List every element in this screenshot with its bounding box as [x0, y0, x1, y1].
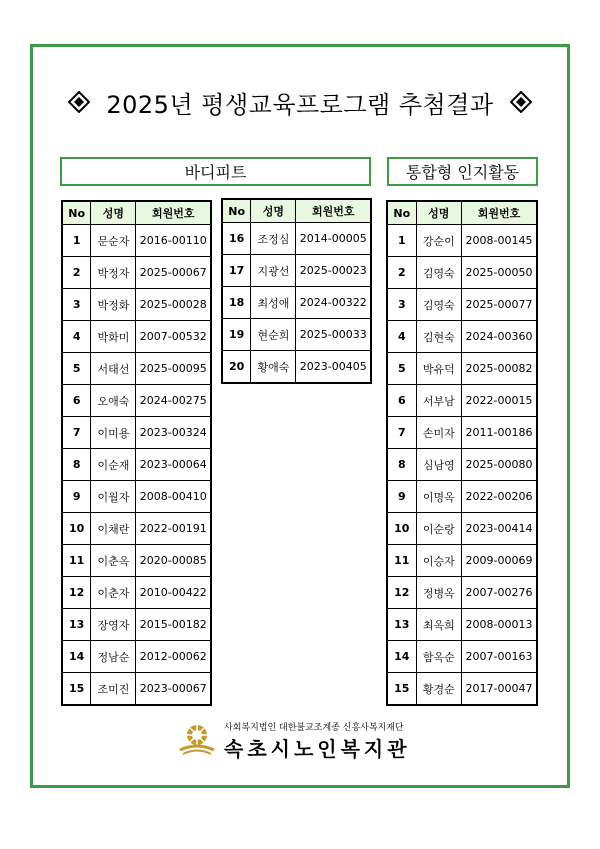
cell-name: 손미자 [416, 417, 461, 449]
cell-no: 2 [387, 257, 416, 289]
cell-no: 7 [62, 417, 91, 449]
roster-table-badifit-16-20 [221, 198, 372, 384]
cell-no: 8 [62, 449, 91, 481]
cell-member-id: 2025-00067 [136, 257, 211, 289]
table-row [222, 351, 371, 384]
cell-name: 김현숙 [416, 321, 461, 353]
table-row [222, 255, 371, 287]
footer-organization: 사회복지법인 대한불교조계종 신흥사복지재단 [224, 723, 404, 733]
cell-member-id: 2025-00050 [461, 257, 537, 289]
table-row [222, 287, 371, 319]
cell-no: 12 [387, 577, 416, 609]
cell-no: 10 [62, 513, 91, 545]
table-row [387, 513, 537, 545]
cell-no: 18 [222, 287, 251, 319]
cell-member-id: 2022-00015 [461, 385, 537, 417]
table-row [387, 673, 537, 706]
table-row [387, 321, 537, 353]
cell-name: 황애숙 [251, 351, 296, 384]
table-row [62, 609, 211, 641]
cell-name: 문순자 [91, 225, 136, 257]
cell-name: 이월자 [91, 481, 136, 513]
cell-no: 1 [387, 225, 416, 257]
cell-no: 6 [62, 385, 91, 417]
cell-no: 15 [387, 673, 416, 706]
cell-name: 이명옥 [416, 481, 461, 513]
column-header-name: 성명 [416, 201, 461, 225]
cell-no: 14 [62, 641, 91, 673]
cell-name: 오애숙 [91, 385, 136, 417]
roster-table-badifit-1-15 [61, 200, 212, 706]
cell-no: 3 [387, 289, 416, 321]
column-header-no: No [222, 199, 251, 223]
cell-name: 지광선 [251, 255, 296, 287]
cell-member-id: 2007-00276 [461, 577, 537, 609]
cell-member-id: 2024-00322 [296, 287, 371, 319]
cell-no: 7 [387, 417, 416, 449]
cell-member-id: 2023-00067 [136, 673, 211, 706]
cell-no: 19 [222, 319, 251, 351]
cell-name: 함옥순 [416, 641, 461, 673]
cell-no: 14 [387, 641, 416, 673]
cell-name: 정남순 [91, 641, 136, 673]
cell-member-id: 2025-00033 [296, 319, 371, 351]
cell-member-id: 2024-00275 [136, 385, 211, 417]
cell-no: 5 [387, 353, 416, 385]
table-row [387, 257, 537, 289]
cell-name: 박정화 [91, 289, 136, 321]
cell-no: 10 [387, 513, 416, 545]
section-label-badifit: 바디피트 [60, 157, 371, 186]
column-header-member-id: 회원번호 [136, 201, 211, 225]
cell-member-id: 2008-00145 [461, 225, 537, 257]
cell-no: 3 [62, 289, 91, 321]
column-header-no: No [62, 201, 91, 225]
page-title-text: 2025년 평생교육프로그램 추첨결과 [106, 90, 494, 119]
column-header-name: 성명 [91, 201, 136, 225]
column-header-no: No [387, 201, 416, 225]
cell-name: 조정심 [251, 223, 296, 255]
lotus-wheel-emblem-icon [178, 720, 216, 758]
table-row [62, 385, 211, 417]
table-row [387, 353, 537, 385]
cell-name: 황경순 [416, 673, 461, 706]
cell-name: 장영자 [91, 609, 136, 641]
cell-name: 김영숙 [416, 257, 461, 289]
cell-name: 박화미 [91, 321, 136, 353]
table-row [387, 449, 537, 481]
cell-no: 9 [62, 481, 91, 513]
table-row [387, 641, 537, 673]
cell-no: 11 [387, 545, 416, 577]
table-row [62, 289, 211, 321]
table-row [387, 385, 537, 417]
cell-member-id: 2025-00080 [461, 449, 537, 481]
cell-member-id: 2022-00206 [461, 481, 537, 513]
cell-name: 김영숙 [416, 289, 461, 321]
cell-name: 심남영 [416, 449, 461, 481]
cell-name: 이춘옥 [91, 545, 136, 577]
cell-name: 조미진 [91, 673, 136, 706]
cell-member-id: 2007-00163 [461, 641, 537, 673]
diamond-bullet-icon [66, 89, 92, 115]
cell-member-id: 2023-00324 [136, 417, 211, 449]
cell-no: 6 [387, 385, 416, 417]
cell-name: 이순재 [91, 449, 136, 481]
cell-member-id: 2008-00410 [136, 481, 211, 513]
cell-member-id: 2025-00095 [136, 353, 211, 385]
cell-member-id: 2025-00077 [461, 289, 537, 321]
cell-name: 박유덕 [416, 353, 461, 385]
cell-name: 이춘자 [91, 577, 136, 609]
table-row [387, 225, 537, 257]
table-row [387, 481, 537, 513]
cell-member-id: 2024-00360 [461, 321, 537, 353]
cell-name: 이채란 [91, 513, 136, 545]
cell-no: 15 [62, 673, 91, 706]
table-row [62, 545, 211, 577]
cell-no: 13 [387, 609, 416, 641]
cell-member-id: 2009-00069 [461, 545, 537, 577]
table-row [62, 513, 211, 545]
column-header-member-id: 회원번호 [461, 201, 537, 225]
footer-center-name: 속초시노인복지관 [224, 737, 411, 761]
cell-member-id: 2020-00085 [136, 545, 211, 577]
cell-name: 이미용 [91, 417, 136, 449]
cell-member-id: 2022-00191 [136, 513, 211, 545]
cell-name: 서태선 [91, 353, 136, 385]
section-label-cognitive: 통합형 인지활동 [387, 157, 538, 186]
table-row [62, 257, 211, 289]
table-row [387, 545, 537, 577]
cell-member-id: 2025-00082 [461, 353, 537, 385]
table-header-row [222, 199, 371, 223]
table-row [222, 223, 371, 255]
cell-no: 17 [222, 255, 251, 287]
footer-logo-block [178, 718, 428, 760]
page-title [36, 87, 564, 117]
cell-member-id: 2025-00023 [296, 255, 371, 287]
cell-member-id: 2017-00047 [461, 673, 537, 706]
cell-name: 강순이 [416, 225, 461, 257]
cell-no: 20 [222, 351, 251, 384]
cell-member-id: 2010-00422 [136, 577, 211, 609]
cell-member-id: 2012-00062 [136, 641, 211, 673]
cell-member-id: 2023-00414 [461, 513, 537, 545]
diamond-bullet-icon [508, 89, 534, 115]
cell-member-id: 2023-00064 [136, 449, 211, 481]
cell-no: 2 [62, 257, 91, 289]
column-header-name: 성명 [251, 199, 296, 223]
table-row [62, 673, 211, 706]
cell-no: 5 [62, 353, 91, 385]
table-row [62, 321, 211, 353]
cell-member-id: 2008-00013 [461, 609, 537, 641]
table-header-row [387, 201, 537, 225]
cell-no: 1 [62, 225, 91, 257]
column-header-member-id: 회원번호 [296, 199, 371, 223]
table-row [62, 353, 211, 385]
table-row [387, 417, 537, 449]
cell-name: 최옥희 [416, 609, 461, 641]
cell-no: 9 [387, 481, 416, 513]
cell-member-id: 2025-00028 [136, 289, 211, 321]
cell-no: 12 [62, 577, 91, 609]
cell-member-id: 2016-00110 [136, 225, 211, 257]
roster-table-cognitive [386, 200, 538, 706]
cell-name: 박정자 [91, 257, 136, 289]
cell-member-id: 2023-00405 [296, 351, 371, 384]
cell-no: 4 [387, 321, 416, 353]
table-row [62, 481, 211, 513]
table-header-row [62, 201, 211, 225]
cell-no: 11 [62, 545, 91, 577]
cell-name: 이순랑 [416, 513, 461, 545]
table-row [387, 289, 537, 321]
cell-no: 8 [387, 449, 416, 481]
cell-no: 13 [62, 609, 91, 641]
cell-no: 4 [62, 321, 91, 353]
cell-name: 최성애 [251, 287, 296, 319]
cell-name: 서부남 [416, 385, 461, 417]
cell-member-id: 2007-00532 [136, 321, 211, 353]
cell-member-id: 2011-00186 [461, 417, 537, 449]
table-row [222, 319, 371, 351]
table-row [387, 577, 537, 609]
cell-name: 이승자 [416, 545, 461, 577]
cell-member-id: 2014-00005 [296, 223, 371, 255]
cell-name: 현순희 [251, 319, 296, 351]
cell-name: 정병옥 [416, 577, 461, 609]
table-row [62, 641, 211, 673]
cell-no: 16 [222, 223, 251, 255]
table-row [62, 449, 211, 481]
table-row [62, 577, 211, 609]
table-row [62, 225, 211, 257]
table-row [62, 417, 211, 449]
cell-member-id: 2015-00182 [136, 609, 211, 641]
table-row [387, 609, 537, 641]
